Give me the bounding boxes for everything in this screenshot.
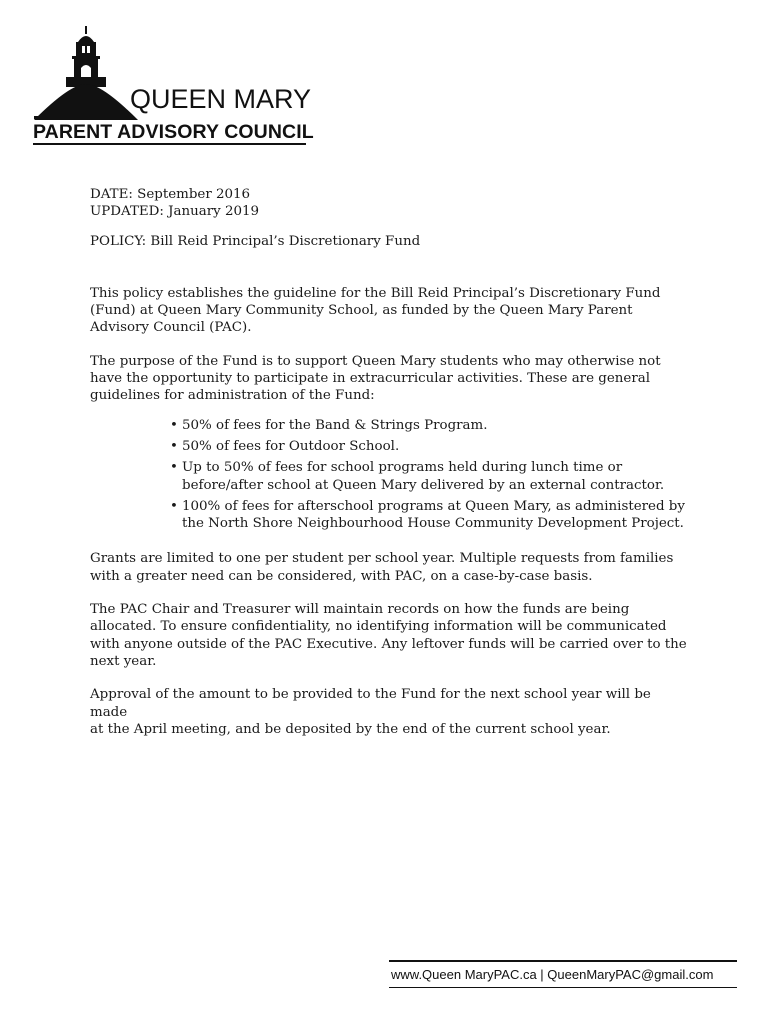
page-footer (389, 960, 737, 990)
policy-title: POLICY: Bill Reid Principal’s Discretionary Fund (90, 233, 421, 249)
guidelines-list (90, 417, 690, 533)
list-item (170, 438, 690, 455)
pac-logo (30, 22, 315, 152)
list-item (170, 498, 690, 533)
logo-divider (33, 143, 306, 145)
list-item-line: 100% of fees for afterschool programs at Queen Mary, as administered by (182, 498, 685, 514)
list-item-line: Up to 50% of fees for school programs held during lunch time or (182, 460, 623, 476)
footer-contact: www.Queen MaryPAC.ca | QueenMaryPAC@gmail.com (391, 967, 714, 982)
records-paragraph (90, 601, 690, 670)
date-line: DATE: September 2016 (90, 187, 251, 202)
paragraph-line: Grants are limited to one per student per school year. Multiple requests from families (90, 551, 674, 567)
paragraph-line: with anyone outside of the PAC Executive. Any leftover funds will be carried over to the (90, 636, 687, 652)
paragraph-line: have the opportunity to participate in extracurricular activities. These are general (90, 371, 650, 387)
logo-title: QUEEN MARY (130, 84, 312, 114)
list-item (170, 459, 690, 494)
policy-document (90, 186, 690, 754)
intro-paragraph (90, 285, 690, 337)
paragraph-line: The PAC Chair and Treasurer will maintain records on how the funds are being (90, 602, 630, 618)
list-item-line: 50% of fees for the Band & Strings Program. (182, 417, 488, 433)
paragraph-line: Approval of the amount to be provided to the Fund for the next school year will be made (90, 687, 651, 720)
paragraph-line: Advisory Council (PAC). (90, 320, 252, 336)
footer-divider-top (389, 960, 737, 962)
paragraph-line: at the April meeting, and be deposited by the end of the current school year. (90, 721, 611, 737)
paragraph-line: guidelines for administration of the Fund: (90, 388, 375, 404)
list-item (170, 417, 690, 434)
footer-divider-bottom (389, 987, 737, 988)
list-item-line: before/after school at Queen Mary delivered by an external contractor. (182, 477, 665, 493)
logo-subtitle: PARENT ADVISORY COUNCIL (33, 121, 314, 143)
grants-paragraph (90, 550, 690, 585)
list-item-line: 50% of fees for Outdoor School. (182, 438, 400, 454)
updated-line: UPDATED: January 2019 (90, 204, 260, 220)
paragraph-line: (Fund) at Queen Mary Community School, as funded by the Queen Mary Parent (90, 303, 633, 319)
paragraph-line: allocated. To ensure confidentiality, no identifying information will be communicated (90, 619, 667, 635)
paragraph-line: This policy establishes the guideline for the Bill Reid Principal’s Discretionary Fund (90, 285, 661, 301)
purpose-paragraph (90, 353, 690, 405)
paragraph-line: next year. (90, 653, 157, 669)
paragraph-line: The purpose of the Fund is to support Queen Mary students who may otherwise not (90, 353, 661, 369)
paragraph-line: with a greater need can be considered, with PAC, on a case-by-case basis. (90, 568, 593, 584)
approval-paragraph (90, 686, 690, 738)
list-item-line: the North Shore Neighbourhood House Community Development Project. (182, 516, 684, 532)
